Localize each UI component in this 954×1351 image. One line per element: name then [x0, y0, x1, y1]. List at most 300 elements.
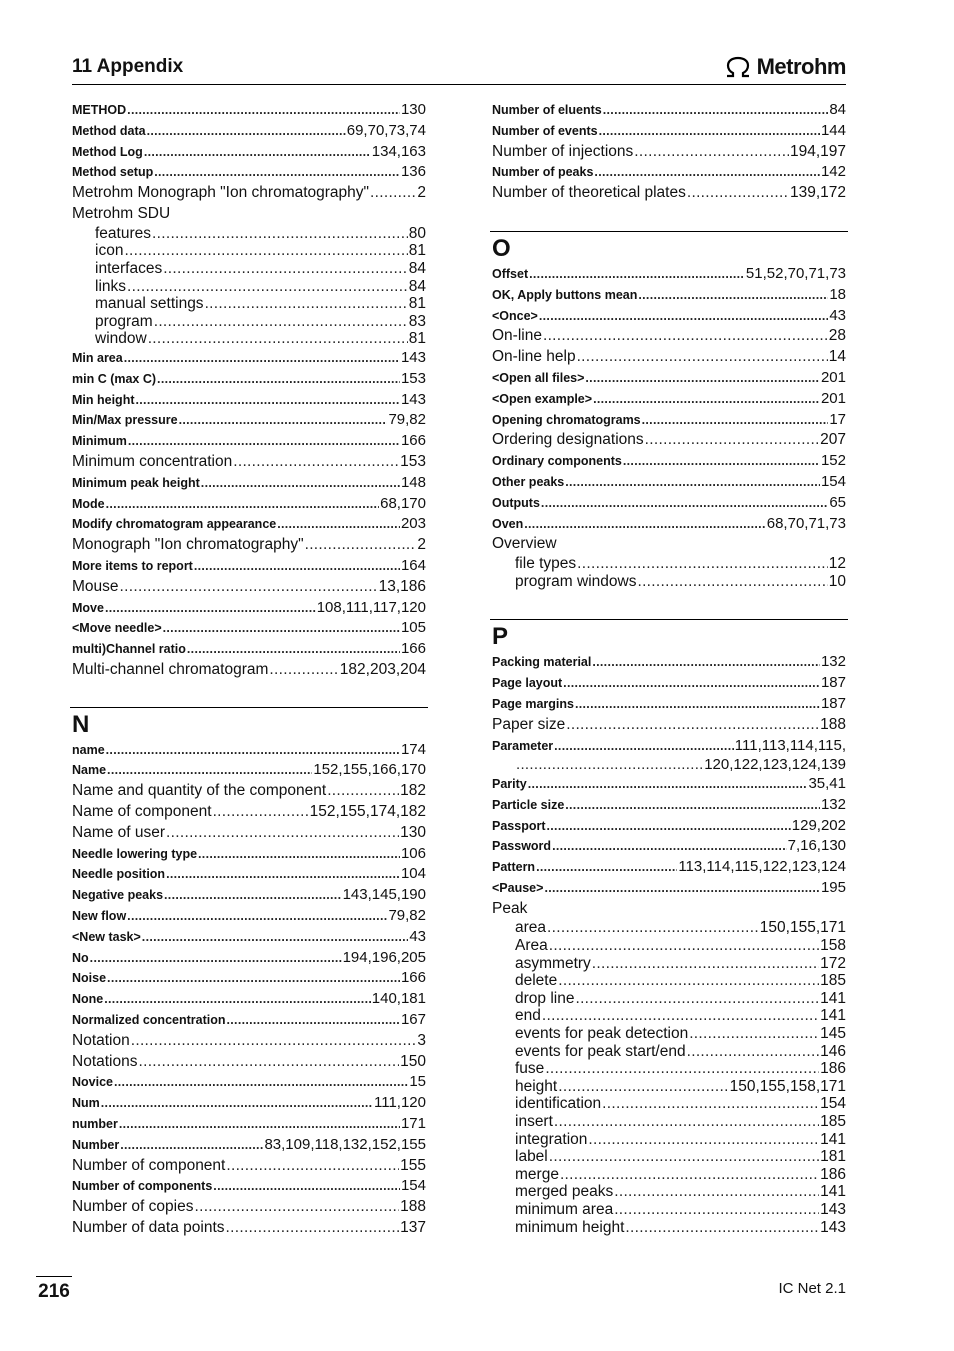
entry-term: More items to report	[72, 558, 193, 573]
entry-term: Page margins	[492, 696, 574, 711]
page-refs: 152	[820, 452, 846, 470]
page-refs: 134,163	[371, 142, 426, 160]
entry-term: Pattern	[492, 860, 536, 875]
index-entry	[72, 844, 426, 865]
dot-leader	[179, 410, 388, 431]
index-entry	[72, 781, 426, 802]
page-refs: 132	[820, 795, 846, 813]
index-subentry	[492, 1148, 846, 1166]
dot-leader	[554, 1113, 819, 1131]
dot-leader	[536, 857, 677, 878]
dot-leader	[157, 369, 400, 390]
index-subentry	[492, 1060, 846, 1078]
entry-term: Ordinary components	[492, 454, 622, 469]
entry-term: Name and quantity of the component	[72, 782, 327, 800]
dot-leader	[128, 431, 400, 452]
index-entry	[72, 1176, 426, 1197]
dot-leader	[142, 927, 409, 948]
index-entry	[492, 285, 846, 306]
index-entry	[72, 121, 426, 142]
dot-leader	[529, 264, 745, 285]
index-entry	[492, 100, 846, 121]
index-subentry	[492, 1183, 846, 1201]
index-entry	[72, 1093, 426, 1114]
index-entry	[492, 183, 846, 204]
page-refs: 83,109,118,132,152,155	[264, 1135, 426, 1153]
index-entry	[72, 100, 426, 121]
entry-term: Notations	[72, 1052, 138, 1070]
index-entry	[492, 756, 846, 774]
entry-term: merged peaks	[515, 1183, 614, 1201]
entry-term: Minimum peak height	[72, 475, 200, 490]
dot-leader	[131, 1031, 417, 1052]
dot-leader	[549, 937, 819, 955]
entry-term: On-line	[492, 327, 542, 345]
page-refs: 43	[829, 306, 846, 324]
page-refs: 105	[400, 619, 426, 637]
dot-leader	[687, 183, 789, 204]
dot-leader	[163, 260, 408, 278]
entry-term: asymmetry	[515, 954, 591, 972]
page-refs: 140,181	[371, 990, 426, 1008]
entry-term: end	[515, 1007, 541, 1025]
metrohm-logo	[723, 54, 846, 80]
dot-leader	[163, 618, 400, 639]
page-refs: 111,113,114,115,	[734, 736, 846, 754]
index-entry	[72, 183, 426, 204]
dot-leader	[166, 823, 399, 844]
page-refs: 106	[400, 844, 426, 862]
dot-leader	[124, 242, 407, 260]
index-entry	[492, 652, 846, 673]
page-refs: 152,155,174,182	[309, 803, 426, 821]
entry-term: Number of eluents	[492, 103, 602, 117]
entry-term: Min/Max pressure	[72, 413, 178, 428]
index-group-n	[72, 740, 426, 1239]
entry-term: Mode	[72, 496, 105, 511]
index-entry	[72, 142, 426, 163]
page-refs: 18	[829, 285, 846, 303]
dot-leader	[269, 660, 338, 681]
index-entry	[72, 639, 426, 660]
index-entry	[492, 410, 846, 431]
entry-term: Other peaks	[492, 474, 565, 489]
entry-term: Move	[72, 600, 104, 615]
index-entry	[72, 473, 426, 494]
dot-leader	[623, 451, 820, 472]
entry-term: None	[72, 992, 104, 1007]
index-entry	[492, 774, 846, 795]
entry-term: name	[72, 742, 105, 757]
page-refs: 152,155,166,170	[313, 761, 426, 779]
index-subentry	[72, 278, 426, 296]
index-subentry	[492, 1025, 846, 1043]
dot-leader	[106, 494, 379, 515]
entry-term: Modify chromatogram appearance	[72, 517, 277, 532]
entry-term: Negative peaks	[72, 888, 164, 903]
entry-term: Parameter	[492, 738, 554, 753]
page-refs: 132	[820, 653, 846, 671]
entry-term: height	[515, 1077, 558, 1095]
entry-term: features	[95, 224, 152, 242]
chapter-title: 11 Appendix	[72, 56, 184, 77]
page-refs: 166	[400, 432, 426, 450]
entry-term: file types	[515, 555, 577, 573]
dot-leader	[539, 306, 828, 327]
dot-leader	[599, 121, 820, 142]
index-subentry	[72, 260, 426, 278]
index-column-right	[492, 100, 846, 1236]
dot-leader	[558, 1078, 728, 1096]
page-refs: 181	[820, 1148, 846, 1166]
dot-leader	[602, 1095, 819, 1113]
entry-term: <New task>	[72, 929, 141, 944]
page-refs: 51,52,70,71,73	[745, 264, 846, 282]
index-entry	[72, 927, 426, 948]
dot-leader	[127, 906, 387, 927]
page-refs: 65	[829, 493, 846, 511]
page-refs: 154	[400, 1177, 426, 1195]
page-refs: 108,111,117,120	[316, 598, 426, 616]
page-refs: 137	[400, 1219, 426, 1237]
index-entry	[72, 906, 426, 927]
dot-leader	[542, 1007, 819, 1025]
entry-term: multi)Channel ratio	[72, 642, 186, 657]
entry-term: Name	[72, 763, 107, 778]
entry-term: manual settings	[95, 295, 204, 313]
entry-term: Parity	[492, 776, 527, 791]
page-refs: 185	[820, 972, 846, 990]
index-entry	[72, 514, 426, 535]
page-refs: 10	[828, 572, 846, 590]
dot-leader	[528, 774, 808, 795]
entry-term: New flow	[72, 909, 127, 924]
index-entry	[72, 162, 426, 183]
index-entry	[72, 802, 426, 823]
page-refs: 194,196,205	[342, 948, 426, 966]
dot-leader	[124, 348, 400, 369]
page-refs: 166	[400, 640, 426, 658]
index-entry	[72, 618, 426, 639]
index-entry	[72, 390, 426, 411]
dot-leader	[594, 162, 820, 183]
index-entry	[492, 347, 846, 368]
entry-term: Needle position	[72, 867, 166, 882]
entry-term: Name of user	[72, 823, 166, 841]
dot-leader	[547, 816, 791, 837]
page-refs: 144	[820, 121, 846, 139]
page-refs: 2	[417, 536, 426, 554]
index-entry	[492, 264, 846, 285]
section-letter: O	[492, 234, 511, 262]
page-refs: 186	[820, 1165, 846, 1183]
entry-term: Notation	[72, 1031, 130, 1049]
page-refs: 129,202	[791, 816, 846, 834]
page-refs: 203	[400, 515, 426, 533]
index-entry	[72, 556, 426, 577]
index-entry	[72, 348, 426, 369]
index-subentry	[492, 1131, 846, 1149]
dot-leader	[642, 410, 829, 431]
logo-text: Metrohm	[756, 54, 846, 79]
entry-term: Name of component	[72, 803, 212, 821]
index-subentry	[492, 937, 846, 955]
page-refs: 201	[820, 389, 846, 407]
index-subentry	[492, 555, 846, 573]
page-refs: 120,122,123,124,139	[704, 756, 846, 774]
dot-leader	[545, 1060, 819, 1078]
index-entry	[72, 1010, 426, 1031]
dot-leader	[592, 955, 819, 973]
page-refs: 17	[829, 410, 846, 428]
section-letter: N	[72, 710, 90, 738]
page-refs: 81	[408, 330, 426, 348]
index-entry	[492, 857, 846, 878]
dot-leader	[625, 1219, 819, 1237]
index-entry	[492, 673, 846, 694]
entry-term: Outputs	[492, 495, 540, 510]
index-entry	[72, 1114, 426, 1135]
entry-term: <Open example>	[492, 391, 593, 406]
index-group-p	[492, 652, 846, 1236]
index-subentry	[492, 1095, 846, 1113]
dot-leader	[127, 278, 408, 296]
page-refs: 201	[820, 368, 846, 386]
page-refs: 143	[400, 348, 426, 366]
index-subentry	[492, 1219, 846, 1237]
index-entry	[72, 410, 426, 431]
index-entry	[72, 660, 426, 681]
page-refs: 143,145,190	[342, 886, 426, 904]
page-refs: 186	[820, 1060, 846, 1078]
page-refs: 81	[408, 242, 426, 260]
entry-term: Number of peaks	[492, 165, 594, 180]
page-refs: 171	[400, 1115, 426, 1133]
index-entry	[72, 968, 426, 989]
index-entry	[492, 715, 846, 736]
dot-leader	[638, 285, 828, 306]
dot-leader	[541, 493, 828, 514]
entry-term: interfaces	[95, 259, 163, 277]
entry-term: Min height	[72, 392, 135, 407]
index-entry	[72, 1052, 426, 1073]
page-number: 216	[36, 1276, 72, 1303]
index-entry	[72, 1072, 426, 1093]
page-refs: 139,172	[789, 184, 846, 202]
page-refs: 143	[820, 1218, 846, 1236]
index-subentry	[72, 225, 426, 243]
page-refs: 154	[820, 472, 846, 490]
index-group-n-continued	[492, 100, 846, 204]
dot-leader	[152, 225, 408, 243]
dot-leader	[127, 100, 400, 121]
entry-term: Multi-channel chromatogram	[72, 660, 269, 678]
page-refs: 79,82	[388, 411, 426, 429]
page-refs: 68,70,71,73	[766, 514, 846, 532]
index-entry	[492, 694, 846, 715]
index-section-o	[492, 231, 846, 590]
index-entry	[492, 162, 846, 183]
index-subentry	[492, 1007, 846, 1025]
dot-leader	[227, 1010, 400, 1031]
dot-leader	[524, 514, 765, 535]
index-subentry	[72, 313, 426, 331]
index-subentry	[492, 1043, 846, 1061]
dot-leader	[560, 1166, 819, 1184]
page-refs: 15	[409, 1073, 426, 1091]
entry-term: Novice	[72, 1075, 113, 1090]
page-refs: 14	[828, 348, 846, 366]
omega-icon	[723, 56, 753, 78]
page-refs: 2	[417, 184, 426, 202]
entry-term: integration	[515, 1130, 588, 1148]
entry-term: program windows	[515, 572, 637, 590]
entry-term: Offset	[492, 266, 529, 281]
page-refs: 150	[400, 1052, 426, 1070]
entry-term: program	[95, 312, 153, 330]
dot-leader	[164, 885, 342, 906]
page-refs: 172	[820, 954, 846, 972]
entry-term: OK, Apply buttons mean	[492, 287, 638, 302]
index-entry	[72, 494, 426, 515]
dot-leader	[544, 878, 820, 899]
entry-term: Method data	[72, 123, 146, 138]
index-entry	[72, 864, 426, 885]
page-refs: 167	[400, 1011, 426, 1029]
index-entry	[492, 121, 846, 142]
page-refs: 79,82	[388, 907, 426, 925]
index-entry	[72, 1031, 426, 1052]
page-refs: 12	[828, 555, 846, 573]
entry-term: Number of injections	[492, 142, 634, 160]
entry-term: Number of components	[72, 1179, 213, 1194]
index-subentry	[492, 573, 846, 591]
dot-leader	[305, 535, 417, 556]
index-entry	[72, 1156, 426, 1177]
page-refs: 80	[408, 224, 426, 242]
index-subentry	[72, 330, 426, 348]
dot-leader	[565, 472, 820, 493]
entry-term: Noise	[72, 971, 107, 986]
index-entry	[72, 989, 426, 1010]
page-refs: 84	[408, 259, 426, 277]
index-entry	[492, 472, 846, 493]
page-refs: 145	[820, 1025, 846, 1043]
page-refs: 153	[400, 369, 426, 387]
page-refs: 130	[400, 101, 426, 118]
dot-leader	[226, 1218, 400, 1239]
dot-leader	[547, 919, 759, 937]
index-section-p	[492, 619, 846, 1236]
dot-leader	[194, 556, 400, 577]
page-refs: 155	[400, 1156, 426, 1174]
page-refs: 154	[820, 1095, 846, 1113]
dot-leader	[194, 1197, 399, 1218]
page-refs: 142	[820, 163, 846, 181]
dot-leader	[106, 740, 400, 761]
entry-term: Min area	[72, 350, 123, 365]
entry-term: On-line help	[492, 348, 576, 366]
index-subentry	[492, 990, 846, 1008]
dot-leader	[107, 968, 400, 989]
entry-term: icon	[95, 242, 124, 260]
entry-term: links	[95, 277, 127, 295]
page-refs: 182	[400, 782, 426, 800]
index-entry	[72, 1135, 426, 1156]
page-refs: 188	[400, 1198, 426, 1216]
index-subentry	[492, 1078, 846, 1096]
product-name: IC Net 2.1	[778, 1280, 846, 1297]
entry-term: events for peak start/end	[515, 1042, 686, 1060]
entry-term: Page layout	[492, 676, 563, 691]
page-refs: 83	[408, 312, 426, 330]
page-refs: 164	[400, 556, 426, 574]
page-refs: 143	[820, 1200, 846, 1218]
entry-term: Oven	[492, 516, 524, 531]
dot-leader	[120, 577, 378, 598]
entry-term: identification	[515, 1095, 602, 1113]
dot-leader	[154, 313, 408, 331]
index-subentry	[492, 1166, 846, 1184]
index-entry	[72, 740, 426, 761]
dot-leader	[689, 1025, 819, 1043]
entry-term: <Move needle>	[72, 621, 162, 636]
index-entry	[72, 885, 426, 906]
page-refs: 207	[820, 431, 846, 449]
index-entry	[72, 577, 426, 598]
dot-leader	[554, 736, 734, 757]
index-subentry	[492, 919, 846, 937]
dot-leader	[645, 430, 819, 451]
dot-leader	[107, 760, 312, 781]
page-refs: 146	[820, 1042, 846, 1060]
page-refs: 84	[829, 101, 846, 118]
page-refs: 141	[820, 1183, 846, 1201]
index-subentry	[492, 955, 846, 973]
index-entry	[72, 431, 426, 452]
dot-leader	[593, 389, 820, 410]
dot-leader	[563, 673, 820, 694]
dot-leader	[154, 162, 400, 183]
dot-leader	[565, 795, 820, 816]
page-refs: 195	[820, 878, 846, 896]
entry-term: minimum area	[515, 1200, 614, 1218]
dot-leader	[90, 948, 342, 969]
index-entry	[72, 823, 426, 844]
page-refs: 143	[400, 390, 426, 408]
entry-term: Passport	[492, 818, 546, 833]
dot-leader	[138, 1052, 399, 1073]
index-entry	[72, 598, 426, 619]
dot-leader	[213, 802, 309, 823]
section-letter: P	[492, 623, 509, 651]
index-entry	[492, 878, 846, 899]
page-refs: 187	[820, 694, 846, 712]
dot-leader	[577, 347, 828, 368]
page-refs: 69,70,73,74	[346, 121, 426, 139]
dot-leader	[114, 1072, 408, 1093]
index-entry	[72, 535, 426, 556]
index-entry	[492, 142, 846, 163]
index-subentry	[72, 295, 426, 313]
dot-leader	[101, 1093, 373, 1114]
dot-leader	[370, 183, 416, 204]
dot-leader	[543, 326, 828, 347]
index-entry	[492, 836, 846, 857]
page-refs: 81	[408, 295, 426, 313]
index-column-left	[72, 100, 426, 1239]
page-refs: 104	[400, 865, 426, 883]
